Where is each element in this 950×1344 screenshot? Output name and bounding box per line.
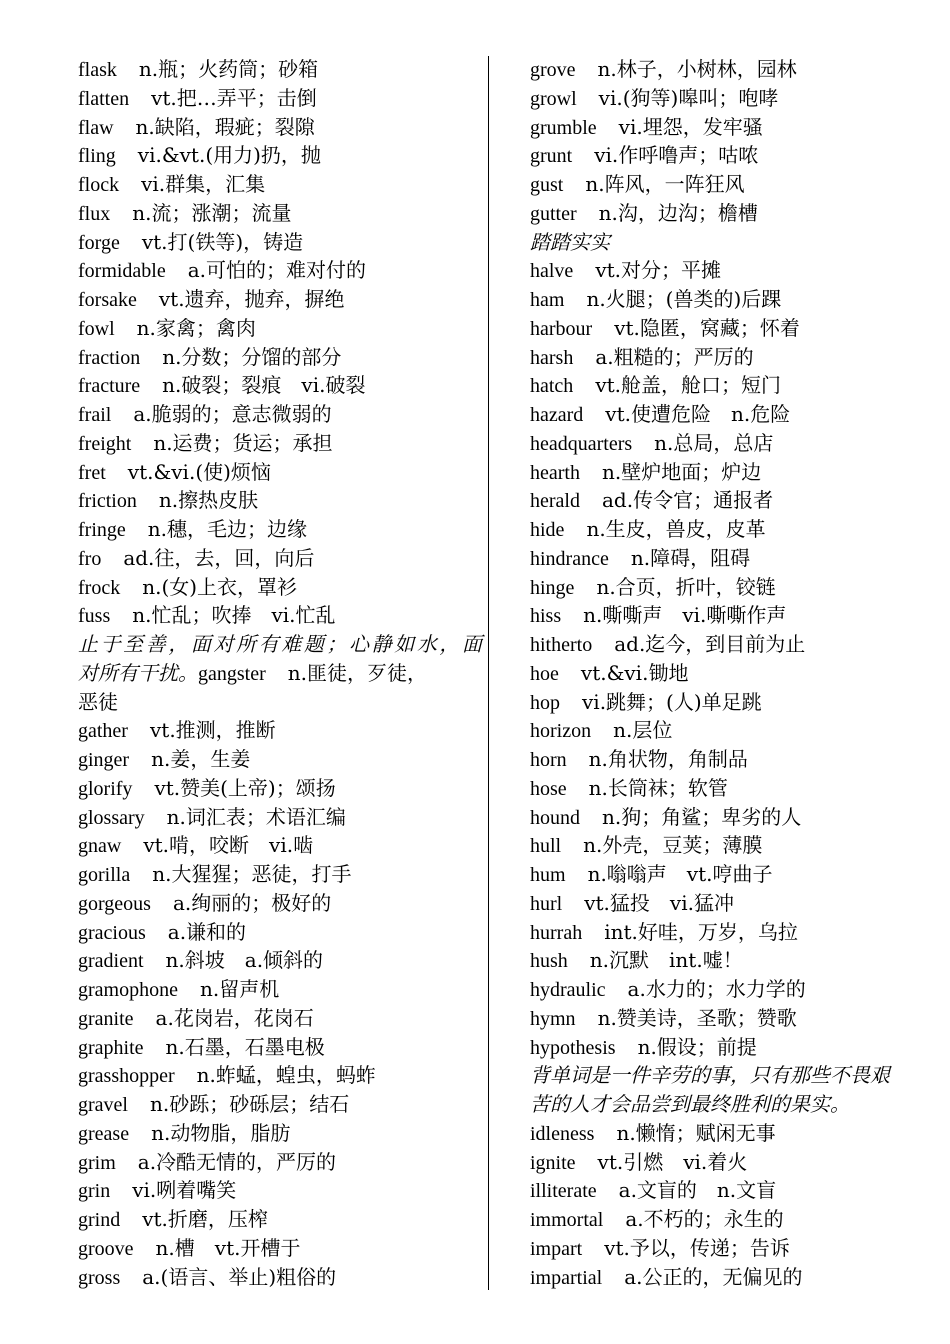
vocab-entry — [78, 918, 482, 947]
vocab-word: hindrance — [530, 547, 609, 570]
vocab-entry — [78, 314, 482, 343]
left-column — [78, 55, 482, 1291]
vocab-definition: n.层位 — [613, 718, 673, 743]
vocab-definition: n.障碍，阻碍 — [630, 545, 751, 570]
vocab-definition: vt.猛投 vi.猛冲 — [584, 890, 734, 915]
vocab-entry — [530, 716, 935, 745]
vocab-entry — [530, 141, 935, 170]
vocab-entry — [530, 429, 935, 458]
vocab-definition: n.蚱蜢，蝗虫，蚂蚱 — [196, 1063, 376, 1088]
vocab-definition: n.角状物，角制品 — [588, 747, 748, 771]
vocab-definition: vt.隐匿，窝藏；怀着 — [614, 315, 800, 340]
vocab-definition: n.合页，折叶，铰链 — [596, 574, 776, 599]
vocab-definition: n.词汇表；术语汇编 — [166, 804, 346, 829]
vocab-definition: vt.使遭危险 n.危险 — [605, 402, 791, 426]
vocab-word: hinge — [530, 576, 575, 599]
vocab-definition: n.槽 vt.开槽于 — [155, 1235, 301, 1260]
vocab-entry — [78, 1090, 482, 1119]
vocab-entry — [78, 544, 482, 573]
vocab-entry — [530, 199, 935, 228]
vocab-definition: n.沉默 int.嘘！ — [589, 948, 743, 973]
vocab-entry — [78, 84, 482, 113]
vocab-word: hum — [530, 864, 566, 886]
vocab-definition: a.花岗岩，花岗石 — [155, 1005, 314, 1030]
vocab-word: hazard — [530, 404, 584, 426]
vocab-word: flask — [78, 59, 117, 81]
vocab-definition: n.斜坡 a.倾斜的 — [165, 948, 324, 973]
vocab-definition: n.忙乱；吹捧 vi.忙乱 — [132, 603, 336, 628]
vocab-entry — [78, 343, 482, 372]
vocab-word: formidable — [78, 260, 166, 283]
vocab-entry — [78, 199, 482, 228]
vocab-entry — [78, 1061, 482, 1090]
vocab-definition: vt.予以，传递；告诉 — [604, 1235, 790, 1260]
vocab-entry — [530, 486, 935, 515]
vocab-word: grin — [78, 1180, 111, 1203]
vocab-entry — [78, 486, 482, 515]
vocab-word: grove — [530, 59, 576, 81]
vocab-definition: a.脆弱的；意志微弱的 — [133, 402, 332, 426]
vocab-definition: n.懒惰；赋闲无事 — [616, 1120, 776, 1145]
vocab-word: herald — [530, 490, 580, 513]
vocab-word: glorify — [78, 777, 133, 800]
vocab-definition: a.谦和的 — [167, 919, 247, 944]
vocab-definition: n.赞美诗，圣歌；赞歌 — [597, 1005, 797, 1030]
vocab-definition: vt.赞美(上帝)；颂扬 — [154, 775, 336, 800]
vocab-word: gutter — [530, 202, 577, 225]
vocab-definition: a.不朽的；永生的 — [625, 1207, 784, 1231]
vocab-word: grind — [78, 1209, 121, 1231]
vocab-list-i — [530, 1119, 935, 1292]
vocab-entry — [78, 371, 482, 400]
vocab-entry — [530, 889, 935, 918]
vocab-word: hiss — [530, 605, 562, 628]
vocab-definition: vt.折磨，压榨 — [142, 1207, 268, 1231]
vocab-definition: n.砂跞；砂砾层；结石 — [149, 1092, 350, 1116]
vocab-entry — [530, 1148, 935, 1177]
vocab-entry — [78, 1148, 482, 1177]
vocab-entry — [78, 1119, 482, 1148]
vocab-definition: n.嘶嘶声 vi.嘶嘶作声 — [583, 603, 787, 628]
vocab-definition: n.穗，毛边；边缘 — [147, 517, 308, 541]
vocab-word: friction — [78, 490, 137, 513]
vocab-entry — [78, 774, 482, 803]
motto-line: 止于至善，面对所有难题；心静如水，面 — [78, 632, 482, 656]
vocab-word: glossary — [78, 806, 145, 829]
vocab-word: ginger — [78, 749, 130, 771]
vocab-word: gross — [78, 1266, 121, 1289]
vocab-word: grumble — [530, 116, 597, 139]
vocab-definition: vi.跳舞；(人)单足跳 — [582, 689, 762, 714]
vocab-entry — [530, 84, 935, 113]
vocab-entry — [530, 1234, 935, 1263]
vocab-definition: a.粗糙的；严厉的 — [595, 344, 754, 369]
vocab-word: flatten — [78, 87, 130, 110]
vocab-definition: n.动物脂，脂肪 — [151, 1120, 291, 1145]
vocab-word: gradient — [78, 950, 144, 973]
vocab-definition: n.擦热皮肤 — [158, 488, 259, 513]
vocab-definition: vt.推测，推断 — [149, 718, 276, 743]
vocab-entry — [78, 256, 482, 285]
vocab-definition: n.缺陷，瑕疵；裂隙 — [135, 114, 315, 139]
vocab-definition: n.假设；前提 — [637, 1034, 757, 1059]
vocab-list-f — [78, 55, 482, 630]
vocab-entry — [530, 918, 935, 947]
vocab-entry — [530, 860, 935, 889]
vocab-word: hurl — [530, 892, 563, 915]
vocab-word: grease — [78, 1122, 130, 1145]
vocab-entry — [78, 716, 482, 745]
vocab-definition: vt.舱盖，舱口；短门 — [595, 373, 782, 398]
vocab-definition: a.绚丽的；极好的 — [172, 890, 332, 915]
vocab-definition: n.林子，小树林，园林 — [597, 57, 797, 81]
vocab-word: hose — [530, 777, 567, 800]
vocab-word: hoe — [530, 662, 559, 685]
vocab-entry — [530, 1033, 935, 1062]
vocab-definition: n.分数；分馏的部分 — [162, 344, 342, 369]
vocab-entry — [530, 113, 935, 142]
vocab-word: fracture — [78, 375, 141, 398]
vocab-definition: a.水力的；水力学的 — [627, 977, 806, 1001]
vocab-list-g — [78, 716, 482, 1291]
vocab-definition: vi.咧着嘴笑 — [132, 1178, 237, 1203]
vocab-definition: n.外壳，豆荚；薄膜 — [583, 833, 763, 858]
vocab-word: fling — [78, 145, 116, 168]
vocab-word: illiterate — [530, 1180, 597, 1203]
vocab-definition: vt.啃，咬断 vi.啮 — [143, 833, 314, 858]
vocab-entry — [530, 400, 935, 429]
motto-right-2 — [530, 1061, 935, 1119]
motto-line: 背单词是一件辛劳的事，只有那些不畏艰 — [530, 1063, 890, 1088]
vocab-word: headquarters — [530, 432, 633, 455]
vocab-definition: ad.往，去，回，向后 — [123, 545, 315, 570]
vocab-entry — [530, 831, 935, 860]
vocab-entry — [78, 400, 482, 429]
vocab-word: hypothesis — [530, 1036, 616, 1059]
vocab-word: hop — [530, 691, 560, 714]
motto-text: 对所有干扰。 — [78, 660, 198, 685]
vocab-entry — [530, 1205, 935, 1234]
vocab-word: gnaw — [78, 835, 122, 858]
vocab-entry — [530, 544, 935, 573]
vocab-entry — [78, 860, 482, 889]
vocab-definition: n.生皮，兽皮，皮革 — [586, 517, 766, 541]
vocab-entry — [530, 745, 935, 774]
vocab-entry — [78, 601, 482, 630]
vocab-word: forge — [78, 231, 120, 254]
vocab-entry — [78, 285, 482, 314]
vocab-definition: n.流；涨潮；流量 — [132, 200, 292, 225]
vocab-definition: a.公正的，无偏见的 — [624, 1264, 803, 1289]
vocab-definition: vt.把…弄平；击倒 — [151, 85, 317, 110]
vocab-word: graphite — [78, 1036, 144, 1059]
vocab-word: hearth — [530, 461, 580, 484]
vocab-word: frock — [78, 576, 121, 599]
vocab-entry — [78, 228, 482, 257]
vocab-word: hydraulic — [530, 979, 606, 1001]
vocab-word: flock — [78, 174, 120, 196]
motto-line: 苦的人才会品尝到最终胜利的果实。 — [530, 1092, 850, 1116]
vocab-entry — [78, 458, 482, 487]
vocab-word: hound — [530, 806, 580, 829]
vocab-definition: n.家禽；禽肉 — [136, 315, 256, 340]
vocab-word: freight — [78, 432, 132, 455]
vocab-word: fringe — [78, 519, 126, 541]
vocab-entry — [78, 55, 482, 84]
vocab-entry — [530, 1176, 935, 1205]
vocab-word: horn — [530, 749, 567, 771]
vocab-entry — [78, 889, 482, 918]
vocab-word: fro — [78, 547, 102, 570]
vocab-word: gorgeous — [78, 892, 151, 915]
vocab-entry — [530, 601, 935, 630]
vocab-entry — [530, 946, 935, 975]
vocab-definition: vt.遗弃，抛弃，摒绝 — [158, 287, 345, 311]
vocab-entry — [78, 946, 482, 975]
vocab-word: gracious — [78, 921, 146, 944]
vocab-definition: a.冷酷无情的，严厉的 — [137, 1149, 337, 1174]
motto-left — [78, 630, 482, 716]
vocab-entry — [78, 1004, 482, 1033]
vocab-word: fowl — [78, 317, 115, 340]
vocab-definition: n.石墨，石墨电极 — [165, 1034, 325, 1059]
vocab-word: growl — [530, 87, 577, 110]
vocab-word: harsh — [530, 346, 574, 369]
vocab-definition: n.留声机 — [199, 977, 280, 1001]
vocab-entry — [530, 1119, 935, 1148]
vocab-definition: n.瓶；火药筒；砂箱 — [138, 57, 319, 81]
vocab-entry — [78, 515, 482, 544]
vocab-definition: vt.对分；平摊 — [595, 258, 722, 283]
vocab-word: gorilla — [78, 864, 131, 886]
vocab-entry — [530, 314, 935, 343]
vocab-word: hull — [530, 835, 562, 858]
vocab-entry — [78, 745, 482, 774]
vocab-word: harbour — [530, 317, 593, 340]
vocab-word: hush — [530, 950, 568, 973]
vocab-entry — [530, 170, 935, 199]
vocab-word: flux — [78, 202, 111, 225]
vocab-definition: ad.传令官；通报者 — [601, 488, 774, 513]
vocab-entry — [530, 1004, 935, 1033]
vocab-word: grasshopper — [78, 1065, 175, 1088]
vocab-definition: vi.(狗等)嗥叫；咆哮 — [598, 85, 779, 110]
vocab-definition: vi.&vt.(用力)扔，抛 — [137, 143, 321, 168]
vocab-word: halve — [530, 260, 574, 283]
vocab-entry — [78, 1176, 482, 1205]
vocab-definition: a.(语言、举止)粗俗的 — [142, 1264, 337, 1289]
vocab-entry — [530, 975, 935, 1004]
vocab-entry — [530, 371, 935, 400]
vocab-entry — [78, 975, 482, 1004]
vocab-definition: n.姜，生姜 — [151, 747, 251, 771]
vocab-definition: n.运费；货运；承担 — [153, 430, 333, 455]
motto-line-with-entry — [78, 659, 482, 688]
vocab-definition: n.匪徒，歹徒， — [287, 660, 428, 685]
vocab-entry — [530, 573, 935, 602]
vocab-definition: n.阵风，一阵狂风 — [585, 172, 745, 196]
vocab-word: fret — [78, 461, 106, 484]
vocab-definition: int.好哇，万岁，乌拉 — [604, 919, 798, 944]
vocab-entry — [78, 1205, 482, 1234]
vocab-word: hide — [530, 519, 565, 541]
vocab-entry — [530, 1263, 935, 1292]
vocab-list-g-end — [530, 55, 935, 228]
vocab-entry — [530, 55, 935, 84]
vocab-definition: n.长筒袜；软管 — [588, 775, 728, 800]
vocab-word: grunt — [530, 145, 573, 168]
vocab-entry — [530, 285, 935, 314]
vocab-word: impart — [530, 1237, 583, 1260]
vocab-word: fuss — [78, 605, 111, 628]
vocab-entry — [530, 774, 935, 803]
vocab-definition: ad.迄今，到目前为止 — [614, 632, 806, 656]
vocab-word: hymn — [530, 1007, 576, 1030]
vocab-word: forsake — [78, 289, 137, 311]
vocab-word: frail — [78, 404, 112, 426]
vocab-word: impartial — [530, 1266, 603, 1289]
vocab-entry — [78, 113, 482, 142]
vocab-definition: n.沟，边沟；檐槽 — [598, 200, 758, 225]
vocab-entry — [530, 659, 935, 688]
vocab-entry — [530, 256, 935, 285]
vocab-entry — [78, 141, 482, 170]
vocab-definition: n.破裂；裂痕 vi.破裂 — [162, 373, 366, 398]
vocab-word: grim — [78, 1151, 116, 1174]
vocab-word: horizon — [530, 720, 592, 743]
vocab-definition: vi.群集，汇集 — [141, 172, 266, 196]
vocab-entry — [78, 803, 482, 832]
vocab-definition: vt.&vi.锄地 — [580, 660, 689, 685]
vocab-definition: a.可怕的；难对付的 — [187, 258, 367, 283]
vocab-definition: vt.打(铁等)，铸造 — [141, 229, 304, 254]
vocab-definition: n.大猩猩；恶徒，打手 — [152, 862, 352, 886]
vocab-word: hurrah — [530, 921, 583, 944]
vocab-entry — [78, 831, 482, 860]
vocab-entry — [530, 458, 935, 487]
vocab-entry — [530, 343, 935, 372]
vocab-entry — [78, 573, 482, 602]
vocab-definition: n.狗；角鲨；卑劣的人 — [602, 804, 802, 829]
vocab-definition: vi.作呼噜声；咕哝 — [594, 143, 759, 168]
vocab-entry — [78, 1033, 482, 1062]
vocab-word: gangster — [198, 662, 266, 685]
vocab-word: fraction — [78, 346, 141, 369]
vocab-entry — [78, 429, 482, 458]
motto-right-1: 踏踏实实 — [530, 229, 610, 254]
vocab-word: immortal — [530, 1209, 604, 1231]
vocab-word: hatch — [530, 375, 574, 398]
vocab-word: gust — [530, 174, 564, 196]
vocab-word: gather — [78, 720, 128, 743]
vocab-word: ignite — [530, 1151, 576, 1174]
vocab-word: flaw — [78, 116, 114, 139]
vocab-entry — [78, 170, 482, 199]
vocab-definition: n.总局，总店 — [654, 430, 774, 455]
vocab-definition: n.(女)上衣，罩衫 — [142, 574, 298, 599]
vocab-word: gramophone — [78, 979, 178, 1001]
vocab-definition: n.壁炉地面；炉边 — [601, 459, 762, 484]
right-column — [530, 55, 935, 1291]
vocab-word: groove — [78, 1237, 134, 1260]
vocab-word: hitherto — [530, 634, 593, 656]
vocab-definition: a.文盲的 n.文盲 — [618, 1178, 777, 1203]
vocab-word: gravel — [78, 1094, 128, 1116]
vocab-list-h — [530, 256, 935, 1061]
vocab-definition: vt.&vi.(使)烦恼 — [127, 459, 271, 484]
vocab-definition-continued: 恶徒 — [78, 689, 118, 714]
vocab-definition: n.嗡嗡声 vt.哼曲子 — [587, 862, 773, 886]
vocab-word: ham — [530, 289, 565, 311]
vocab-definition: n.火腿；(兽类的)后踝 — [586, 287, 782, 311]
vocab-entry — [78, 1234, 482, 1263]
vocab-definition: vt.引燃 vi.着火 — [597, 1149, 748, 1174]
vocab-entry — [78, 1263, 482, 1292]
vocab-entry — [530, 803, 935, 832]
vocab-entry — [530, 630, 935, 659]
vocab-entry — [530, 515, 935, 544]
vocab-definition: vi.埋怨，发牢骚 — [618, 114, 763, 139]
vocab-word: granite — [78, 1007, 134, 1030]
column-divider — [488, 56, 489, 1290]
vocab-entry — [530, 688, 935, 717]
vocab-word: idleness — [530, 1122, 595, 1145]
